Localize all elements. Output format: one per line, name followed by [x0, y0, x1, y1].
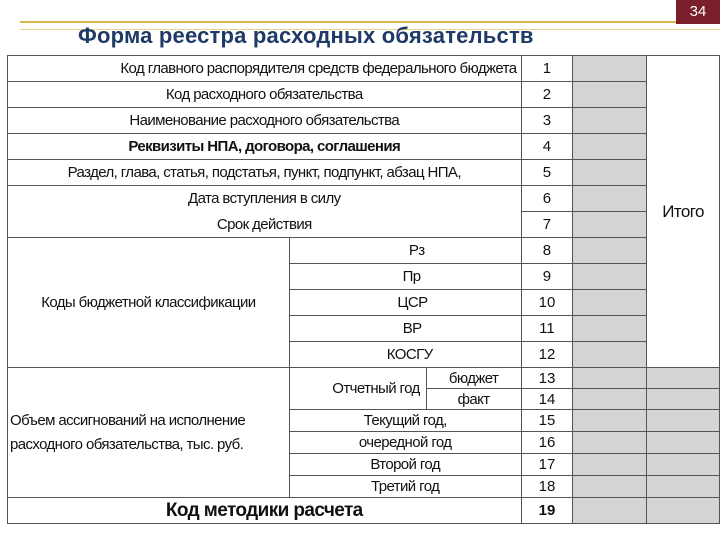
- value-cell[interactable]: [573, 212, 647, 238]
- slide-header: [0, 0, 720, 48]
- row-number: 8: [521, 238, 573, 264]
- row-number: 10: [521, 290, 573, 316]
- total-cell[interactable]: [647, 410, 720, 432]
- value-cell[interactable]: [573, 238, 647, 264]
- row-number: 11: [521, 316, 573, 342]
- row-number: 3: [521, 108, 573, 134]
- assignments-label-line2: расходного обязательства, тыс. руб.: [10, 435, 244, 453]
- row-number: 9: [521, 264, 573, 290]
- value-cell[interactable]: [573, 454, 647, 476]
- next-year-label: очередной год: [289, 432, 521, 454]
- value-cell[interactable]: [573, 389, 647, 410]
- row-npa-section: Раздел, глава, статья, подстатья, пункт, подпункт, абзац НПА,: [8, 160, 522, 186]
- row-validity-period: Срок действия: [8, 212, 522, 238]
- row-effective-date: Дата вступления в силу: [8, 186, 522, 212]
- row-number: 16: [521, 432, 573, 454]
- total-column: Итого: [647, 56, 720, 368]
- kbk-kosgu: КОСГУ: [289, 342, 521, 368]
- total-cell[interactable]: [647, 389, 720, 410]
- row-number: 13: [521, 368, 573, 389]
- second-year-label: Второй год: [289, 454, 521, 476]
- page-title: Форма реестра расходных обязательств: [78, 23, 534, 48]
- row-number: 18: [521, 476, 573, 498]
- kbk-vr: ВР: [289, 316, 521, 342]
- row-number: 12: [521, 342, 573, 368]
- row-main-manager-code: Код главного распорядителя средств федерального бюджета: [8, 56, 522, 82]
- row-number: 6: [521, 186, 573, 212]
- report-year-label: Отчетный год: [289, 368, 426, 410]
- total-cell[interactable]: [647, 454, 720, 476]
- value-cell[interactable]: [573, 264, 647, 290]
- method-code-label: Код методики расчета: [8, 498, 522, 524]
- page-number: 34: [676, 0, 720, 24]
- total-cell[interactable]: [647, 368, 720, 389]
- row-number: 17: [521, 454, 573, 476]
- kbk-rz: Рз: [289, 238, 521, 264]
- value-cell[interactable]: [573, 316, 647, 342]
- value-cell[interactable]: [573, 410, 647, 432]
- value-cell[interactable]: [573, 134, 647, 160]
- row-npa-details: Реквизиты НПА, договора, соглашения: [8, 134, 522, 160]
- value-cell[interactable]: [573, 160, 647, 186]
- third-year-label: Третий год: [289, 476, 521, 498]
- value-cell[interactable]: [573, 186, 647, 212]
- total-cell[interactable]: [647, 498, 720, 524]
- value-cell[interactable]: [573, 108, 647, 134]
- assignments-label-line1: Объем ассигнований на исполнение: [10, 411, 246, 429]
- value-cell[interactable]: [573, 342, 647, 368]
- total-cell[interactable]: [647, 476, 720, 498]
- row-number: 4: [521, 134, 573, 160]
- budget-label: бюджет: [426, 368, 521, 389]
- row-obligation-code: Код расходного обязательства: [8, 82, 522, 108]
- value-cell[interactable]: [573, 432, 647, 454]
- value-cell[interactable]: [573, 368, 647, 389]
- row-number: 2: [521, 82, 573, 108]
- assignments-label: [8, 368, 290, 498]
- value-cell[interactable]: [573, 82, 647, 108]
- current-year-label: Текущий год,: [289, 410, 521, 432]
- row-number: 1: [521, 56, 573, 82]
- row-number: 5: [521, 160, 573, 186]
- value-cell[interactable]: [573, 290, 647, 316]
- kbk-pr: Пр: [289, 264, 521, 290]
- row-number: 14: [521, 389, 573, 410]
- fact-label: факт: [426, 389, 521, 410]
- row-number: 7: [521, 212, 573, 238]
- kbk-label: Коды бюджетной классификации: [8, 238, 290, 368]
- value-cell[interactable]: [573, 476, 647, 498]
- value-cell[interactable]: [573, 56, 647, 82]
- row-number: 15: [521, 410, 573, 432]
- registry-form-table: [7, 55, 720, 524]
- row-number: 19: [521, 498, 573, 524]
- value-cell[interactable]: [573, 498, 647, 524]
- kbk-tsr: ЦСР: [289, 290, 521, 316]
- total-cell[interactable]: [647, 432, 720, 454]
- row-obligation-name: Наименование расходного обязательства: [8, 108, 522, 134]
